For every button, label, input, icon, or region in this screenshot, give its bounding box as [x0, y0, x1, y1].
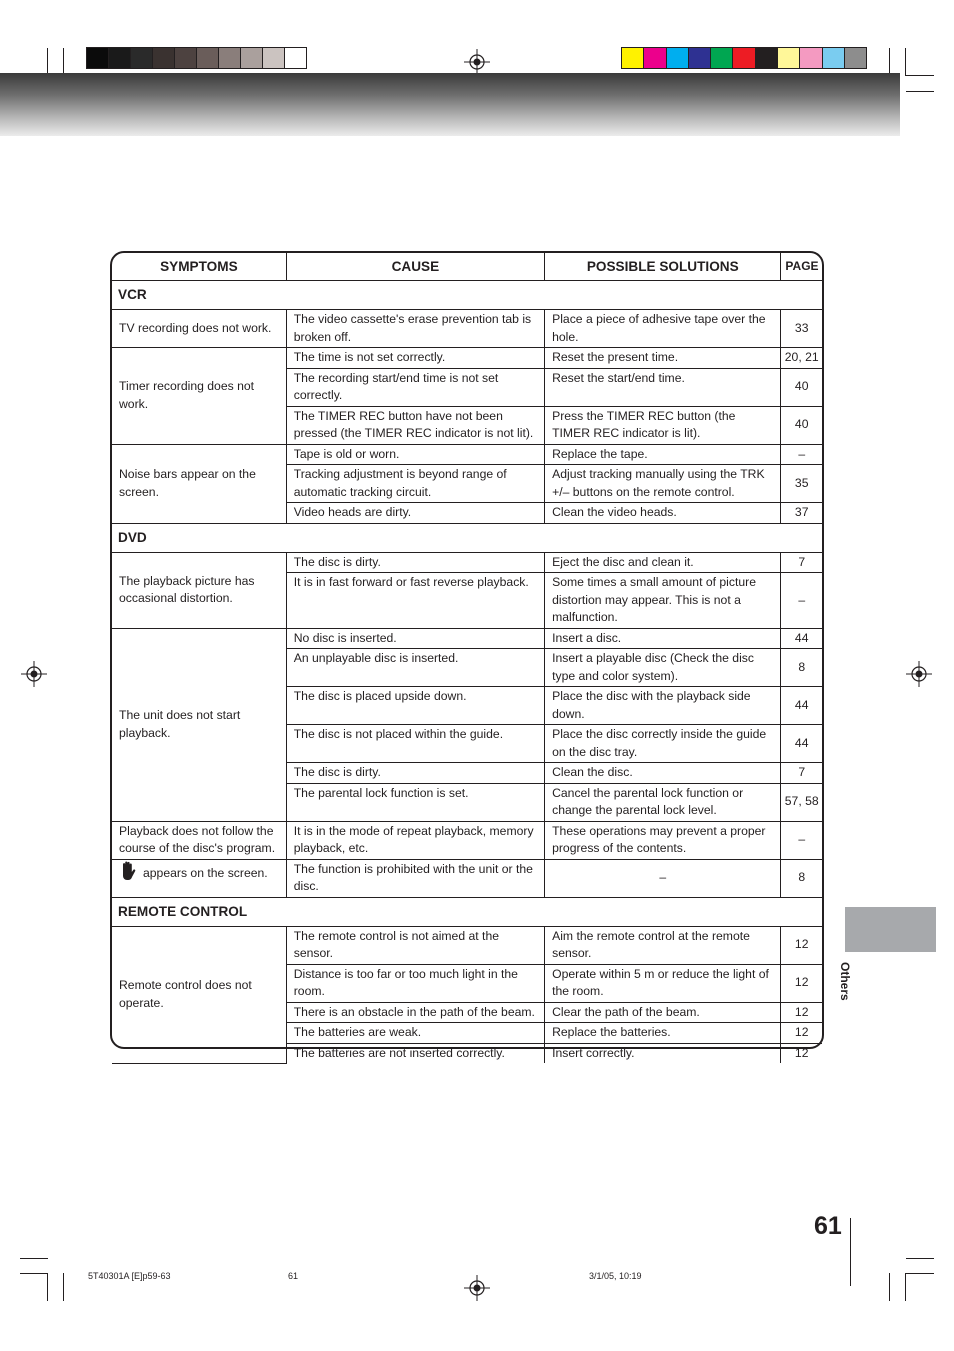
registration-mark-icon [464, 1275, 490, 1301]
solution-cell: Reset the present time. [545, 348, 781, 369]
solution-cell: Insert correctly. [545, 1043, 781, 1063]
symptom-cell: Noise bars appear on the screen. [112, 444, 286, 523]
section-row [112, 897, 822, 926]
section-title-vcr: VCR [112, 281, 822, 310]
page-cell: 57, 58 [781, 783, 822, 821]
cause-cell: The disc is placed upside down. [286, 687, 544, 725]
solution-cell: Insert a playable disc (Check the disc type and color system). [545, 649, 781, 687]
symptom-cell [112, 859, 286, 897]
header-solutions: POSSIBLE SOLUTIONS [545, 253, 781, 281]
header-page: PAGE [781, 253, 822, 281]
symptom-cell: Timer recording does not work. [112, 348, 286, 445]
cause-cell: The batteries are not inserted correctly. [286, 1043, 544, 1063]
cause-cell: Tracking adjustment is beyond range of automatic tracking circuit. [286, 465, 544, 503]
page-cell: 8 [781, 649, 822, 687]
section-title-dvd: DVD [112, 523, 822, 552]
crop-mark [47, 1273, 48, 1301]
section-row [112, 281, 822, 310]
cause-cell: The video cassette's erase prevention tab is broken off. [286, 310, 544, 348]
header-cause: CAUSE [286, 253, 544, 281]
page-cell: – [781, 573, 822, 629]
solution-cell: Replace the tape. [545, 444, 781, 465]
troubleshooting-table [110, 251, 824, 1060]
solution-cell: Place the disc correctly inside the guide on the disc tray. [545, 725, 781, 763]
page-cell: 7 [781, 552, 822, 573]
solution-cell: Some times a small amount of picture distortion may appear. This is not a malfunction. [545, 573, 781, 629]
gray-calibration-bar [86, 47, 307, 69]
page-cell: 12 [781, 926, 822, 964]
crop-mark [906, 1273, 934, 1274]
solution-cell: Eject the disc and clean it. [545, 552, 781, 573]
solution-cell: Press the TIMER REC button (the TIMER REC indicator is lit). [545, 406, 781, 444]
crop-mark [20, 1273, 48, 1274]
cause-cell: Distance is too far or too much light in the room. [286, 964, 544, 1002]
hand-icon [119, 861, 137, 881]
page-cell: 40 [781, 368, 822, 406]
cause-cell: It is in the mode of repeat playback, memory playback, etc. [286, 821, 544, 859]
table-row [112, 310, 822, 348]
color-swatch [109, 47, 131, 69]
color-swatch [621, 47, 644, 69]
color-swatch [153, 47, 175, 69]
solution-cell: Clean the disc. [545, 763, 781, 784]
table-row [112, 552, 822, 573]
color-swatch [689, 47, 711, 69]
color-swatch [644, 47, 666, 69]
color-swatch [778, 47, 800, 69]
footer-page: 61 [288, 1271, 299, 1281]
color-swatch [667, 47, 689, 69]
color-swatch [845, 47, 867, 69]
page-cell: 44 [781, 628, 822, 649]
color-swatch [823, 47, 845, 69]
table-header-row [112, 253, 822, 281]
solution-cell: Cancel the parental lock function or change the parental lock level. [545, 783, 781, 821]
footer-date: 3/1/05, 10:19 [589, 1271, 642, 1281]
cause-cell: The disc is not placed within the guide. [286, 725, 544, 763]
page-cell: 12 [781, 1023, 822, 1044]
solution-cell: These operations may prevent a proper progress of the contents. [545, 821, 781, 859]
color-swatch [711, 47, 733, 69]
crop-mark [906, 1258, 934, 1259]
page-cell: 33 [781, 310, 822, 348]
cause-cell: The batteries are weak. [286, 1023, 544, 1044]
crop-mark [905, 1273, 906, 1301]
page-cell: 12 [781, 1043, 822, 1063]
color-swatch [263, 47, 285, 69]
color-swatch [241, 47, 263, 69]
header-symptoms: SYMPTOMS [112, 253, 286, 281]
cause-cell: The function is prohibited with the unit or the disc. [286, 859, 544, 897]
cause-cell: The recording start/end time is not set correctly. [286, 368, 544, 406]
cause-cell: The parental lock function is set. [286, 783, 544, 821]
solution-cell: Reset the start/end time. [545, 368, 781, 406]
solution-cell: Clean the video heads. [545, 503, 781, 524]
cause-cell: The time is not set correctly. [286, 348, 544, 369]
color-swatch [131, 47, 153, 69]
cause-cell: The remote control is not aimed at the sensor. [286, 926, 544, 964]
page-cell: – [781, 821, 822, 859]
cause-cell: There is an obstacle in the path of the beam. [286, 1002, 544, 1023]
color-swatch [86, 47, 109, 69]
color-swatch [219, 47, 241, 69]
crop-mark [905, 48, 906, 76]
page-cell: – [781, 444, 822, 465]
color-swatch [733, 47, 755, 69]
table-row [112, 444, 822, 465]
section-tab-marker [845, 907, 936, 952]
crop-mark [63, 48, 64, 76]
crop-mark [906, 91, 934, 92]
registration-mark-icon [464, 49, 490, 75]
page-cell: 12 [781, 964, 822, 1002]
cause-cell: No disc is inserted. [286, 628, 544, 649]
table-row [112, 859, 822, 897]
cause-cell: It is in fast forward or fast reverse playback. [286, 573, 544, 629]
page-cell: 35 [781, 465, 822, 503]
section-row [112, 523, 822, 552]
color-swatch [197, 47, 219, 69]
table-row [112, 628, 822, 649]
table-row [112, 926, 822, 964]
crop-mark [906, 75, 934, 76]
footer-file: 5T40301A [E]p59-63 [88, 1271, 171, 1281]
symptom-cell: The unit does not start playback. [112, 628, 286, 821]
page-cell: 8 [781, 859, 822, 897]
solution-cell: Clear the path of the beam. [545, 1002, 781, 1023]
cause-cell: The disc is dirty. [286, 552, 544, 573]
solution-cell: – [545, 859, 781, 897]
cause-cell: An unplayable disc is inserted. [286, 649, 544, 687]
page-cell: 40 [781, 406, 822, 444]
crop-mark [889, 1273, 890, 1301]
color-swatch [800, 47, 822, 69]
solution-cell: Place a piece of adhesive tape over the hole. [545, 310, 781, 348]
solution-cell: Operate within 5 m or reduce the light of the room. [545, 964, 781, 1002]
cause-cell: The TIMER REC button have not been pressed (the TIMER REC indicator is not lit). [286, 406, 544, 444]
color-swatch [756, 47, 778, 69]
solution-cell: Adjust tracking manually using the TRK +/– buttons on the remote control. [545, 465, 781, 503]
table-row [112, 821, 822, 859]
header-gradient-band [0, 73, 900, 136]
symptom-cell: Remote control does not operate. [112, 926, 286, 1063]
registration-mark-icon [906, 661, 932, 687]
solution-cell: Replace the batteries. [545, 1023, 781, 1044]
section-title-remote: REMOTE CONTROL [112, 897, 822, 926]
page-cell: 12 [781, 1002, 822, 1023]
cause-cell: Video heads are dirty. [286, 503, 544, 524]
crop-mark [20, 1258, 48, 1259]
cause-cell: The disc is dirty. [286, 763, 544, 784]
section-label-others: Others [838, 962, 852, 1001]
crop-mark [889, 48, 890, 76]
registration-mark-icon [21, 661, 47, 687]
page-number-rule [850, 1218, 851, 1286]
color-swatch [175, 47, 197, 69]
crop-mark [47, 48, 48, 76]
page-cell: 44 [781, 687, 822, 725]
symptom-cell: The playback picture has occasional distortion. [112, 552, 286, 628]
page-cell: 37 [781, 503, 822, 524]
page-cell: 44 [781, 725, 822, 763]
solution-cell: Aim the remote control at the remote sensor. [545, 926, 781, 964]
solution-cell: Insert a disc. [545, 628, 781, 649]
symptom-cell: Playback does not follow the course of the disc's program. [112, 821, 286, 859]
page-cell: 20, 21 [781, 348, 822, 369]
color-calibration-bar [621, 47, 867, 69]
symptom-cell: TV recording does not work. [112, 310, 286, 348]
crop-mark [63, 1273, 64, 1301]
table-row [112, 348, 822, 369]
symptom-text: appears on the screen. [143, 865, 268, 880]
solution-cell: Place the disc with the playback side down. [545, 687, 781, 725]
page-cell: 7 [781, 763, 822, 784]
color-swatch [285, 47, 307, 69]
page-number: 61 [814, 1212, 842, 1240]
cause-cell: Tape is old or worn. [286, 444, 544, 465]
